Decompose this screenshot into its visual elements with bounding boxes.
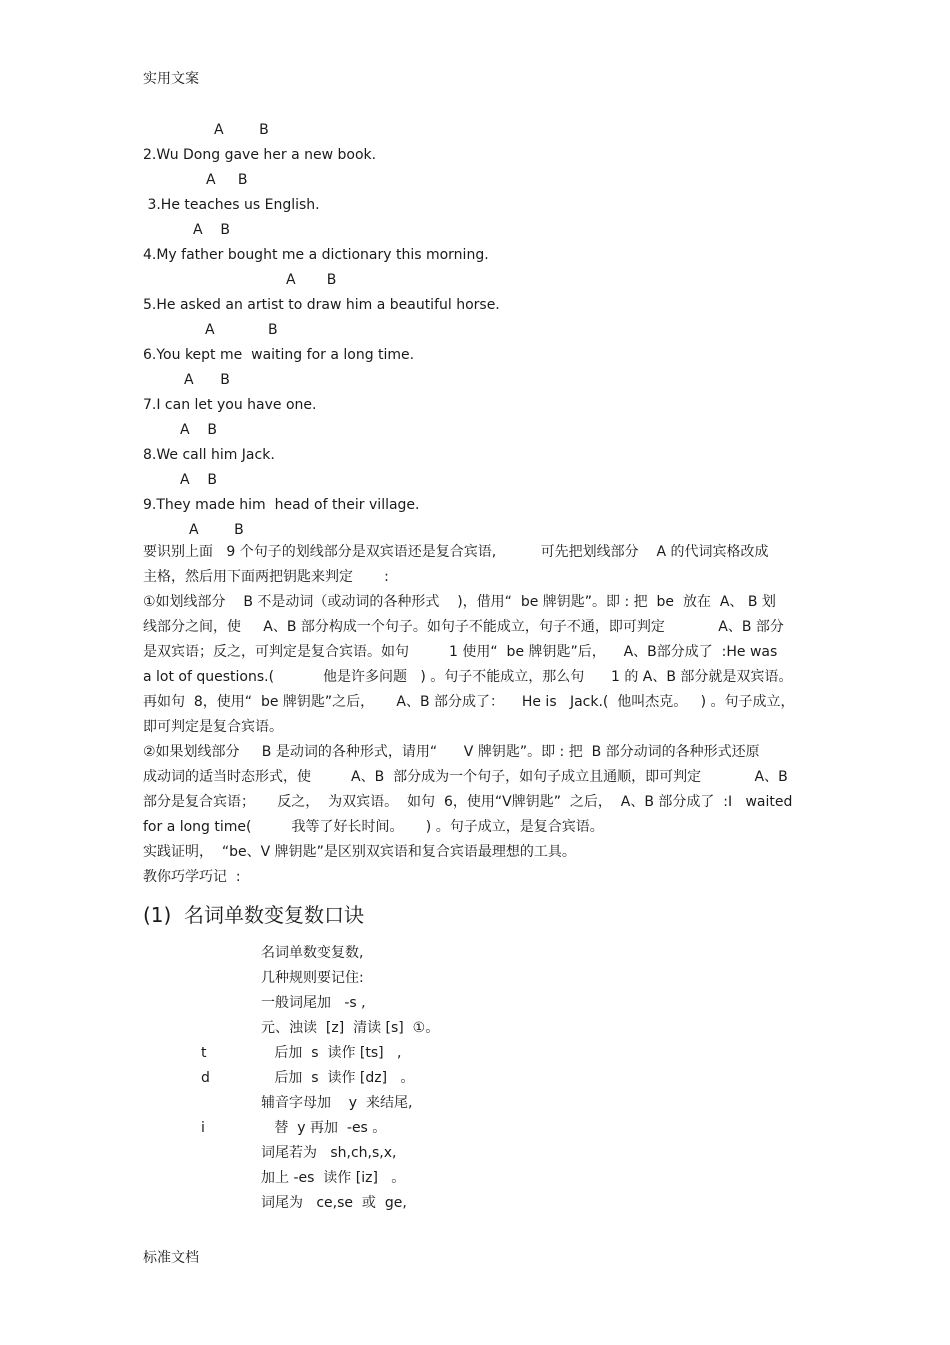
- sentence-4-ab-markers: A B: [286, 272, 337, 288]
- explanation-line: for a long time( 我等了好长时间。 ) 。句子成立，是复合宾语。: [143, 819, 604, 835]
- sentence-6: 6.You kept me waiting for a long time.: [143, 347, 415, 363]
- rhyme-line: 替 y 再加 -es 。: [261, 1120, 387, 1136]
- explanation-line: a lot of questions.( 他是许多问题 ) 。句子不能成立，那么句 1 的 A、B 部分就是双宾语。: [143, 669, 793, 685]
- sentence-5: 5.He asked an artist to draw him a beautiful horse.: [143, 297, 500, 313]
- explanation-line: 成动词的适当时态形式，使 A、B 部分成为一个句子，如句子成立且通顺，即可判定 A、B: [143, 769, 788, 785]
- explanation-line: 再如句 8，使用“ be 牌钥匙”之后， A、B 部分成了： He is Jack.( 他叫杰克。 ) 。句子成立，: [143, 694, 795, 710]
- sentence-7: 7.I can let you have one.: [143, 397, 317, 413]
- sentence-9: 9.They made him head of their village.: [143, 497, 420, 513]
- sentence-9-ab-markers: A B: [189, 522, 244, 538]
- sentence-5-ab-markers: A B: [205, 322, 278, 338]
- sentence-3-ab-markers: A B: [193, 222, 230, 238]
- sentence-4: 4.My father bought me a dictionary this morning.: [143, 247, 489, 263]
- explanation-line: 教你巧学巧记 :: [143, 869, 241, 885]
- page-header: 实用文案: [143, 71, 199, 87]
- explanation-line: 部分是复合宾语； 反之， 为双宾语。 如句 6，使用“V牌钥匙” 之后， A、B 部分成了 :I waited: [143, 794, 793, 810]
- rhyme-line: 一般词尾加 -s ,: [261, 995, 366, 1011]
- rhyme-line: 词尾若为 sh,ch,s,x,: [261, 1145, 397, 1161]
- rhyme-line: 几种规则要记住:: [261, 970, 364, 986]
- sentence-2: 2.Wu Dong gave her a new book.: [143, 147, 377, 163]
- rhyme-line: 后加 s 读作 [dz] 。: [261, 1070, 415, 1086]
- rhyme-line: 元、浊读 [z] 清读 [s] ①。: [261, 1020, 440, 1036]
- rhyme-line: 词尾为 ce,se 或 ge,: [261, 1195, 407, 1211]
- page-footer: 标准文档: [143, 1250, 199, 1266]
- explanation-line: 线部分之间，使 A、B 部分构成一个句子。如句子不能成立，句子不通，即可判定 A、B 部分: [143, 619, 784, 635]
- rhyme-line: 名词单数变复数,: [261, 945, 364, 961]
- sentence-6-ab-markers: A B: [184, 372, 230, 388]
- explanation-line: ①如划线部分 B 不是动词（或动词的各种形式 )，借用“ be 牌钥匙”。即 : 把 be 放在 A、 B 划: [143, 594, 776, 610]
- sentence-1-ab-markers: A B: [214, 122, 269, 138]
- sentence-8: 8.We call him Jack.: [143, 447, 275, 463]
- explanation-line: ②如果划线部分 B 是动词的各种形式，请用“ V 牌钥匙”。即 : 把 B 部分动词的各种形式还原: [143, 744, 760, 760]
- rhyme-letter: i: [201, 1120, 205, 1136]
- explanation-line: 主格，然后用下面两把钥匙来判定 :: [143, 569, 389, 585]
- explanation-line: 是双宾语；反之，可判定是复合宾语。如句 1 使用“ be 牌钥匙”后， A、B部分成了 :He was: [143, 644, 778, 660]
- rhyme-letter: d: [201, 1070, 210, 1086]
- rhyme-line: 加上 -es 读作 [iz] 。: [261, 1170, 406, 1186]
- sentence-8-ab-markers: A B: [180, 472, 217, 488]
- explanation-paragraph: [143, 540, 813, 890]
- section-heading: (1) 名词单数变复数口诀: [143, 903, 365, 927]
- explanation-line: 要识别上面 9 个句子的划线部分是双宾语还是复合宾语, 可先把划线部分 A 的代词宾格改成: [143, 544, 769, 560]
- rhyme-line: 辅音字母加 y 来结尾,: [261, 1095, 413, 1111]
- sentence-7-ab-markers: A B: [180, 422, 217, 438]
- rhyme-letter: t: [201, 1045, 207, 1061]
- rhyme-line: 后加 s 读作 [ts] ,: [261, 1045, 402, 1061]
- explanation-line: 即可判定是复合宾语。: [143, 719, 283, 735]
- explanation-line: 实践证明， “be、V 牌钥匙”是区别双宾语和复合宾语最理想的工具。: [143, 844, 576, 860]
- sentence-3: 3.He teaches us English.: [143, 197, 320, 213]
- sentence-2-ab-markers: A B: [206, 172, 248, 188]
